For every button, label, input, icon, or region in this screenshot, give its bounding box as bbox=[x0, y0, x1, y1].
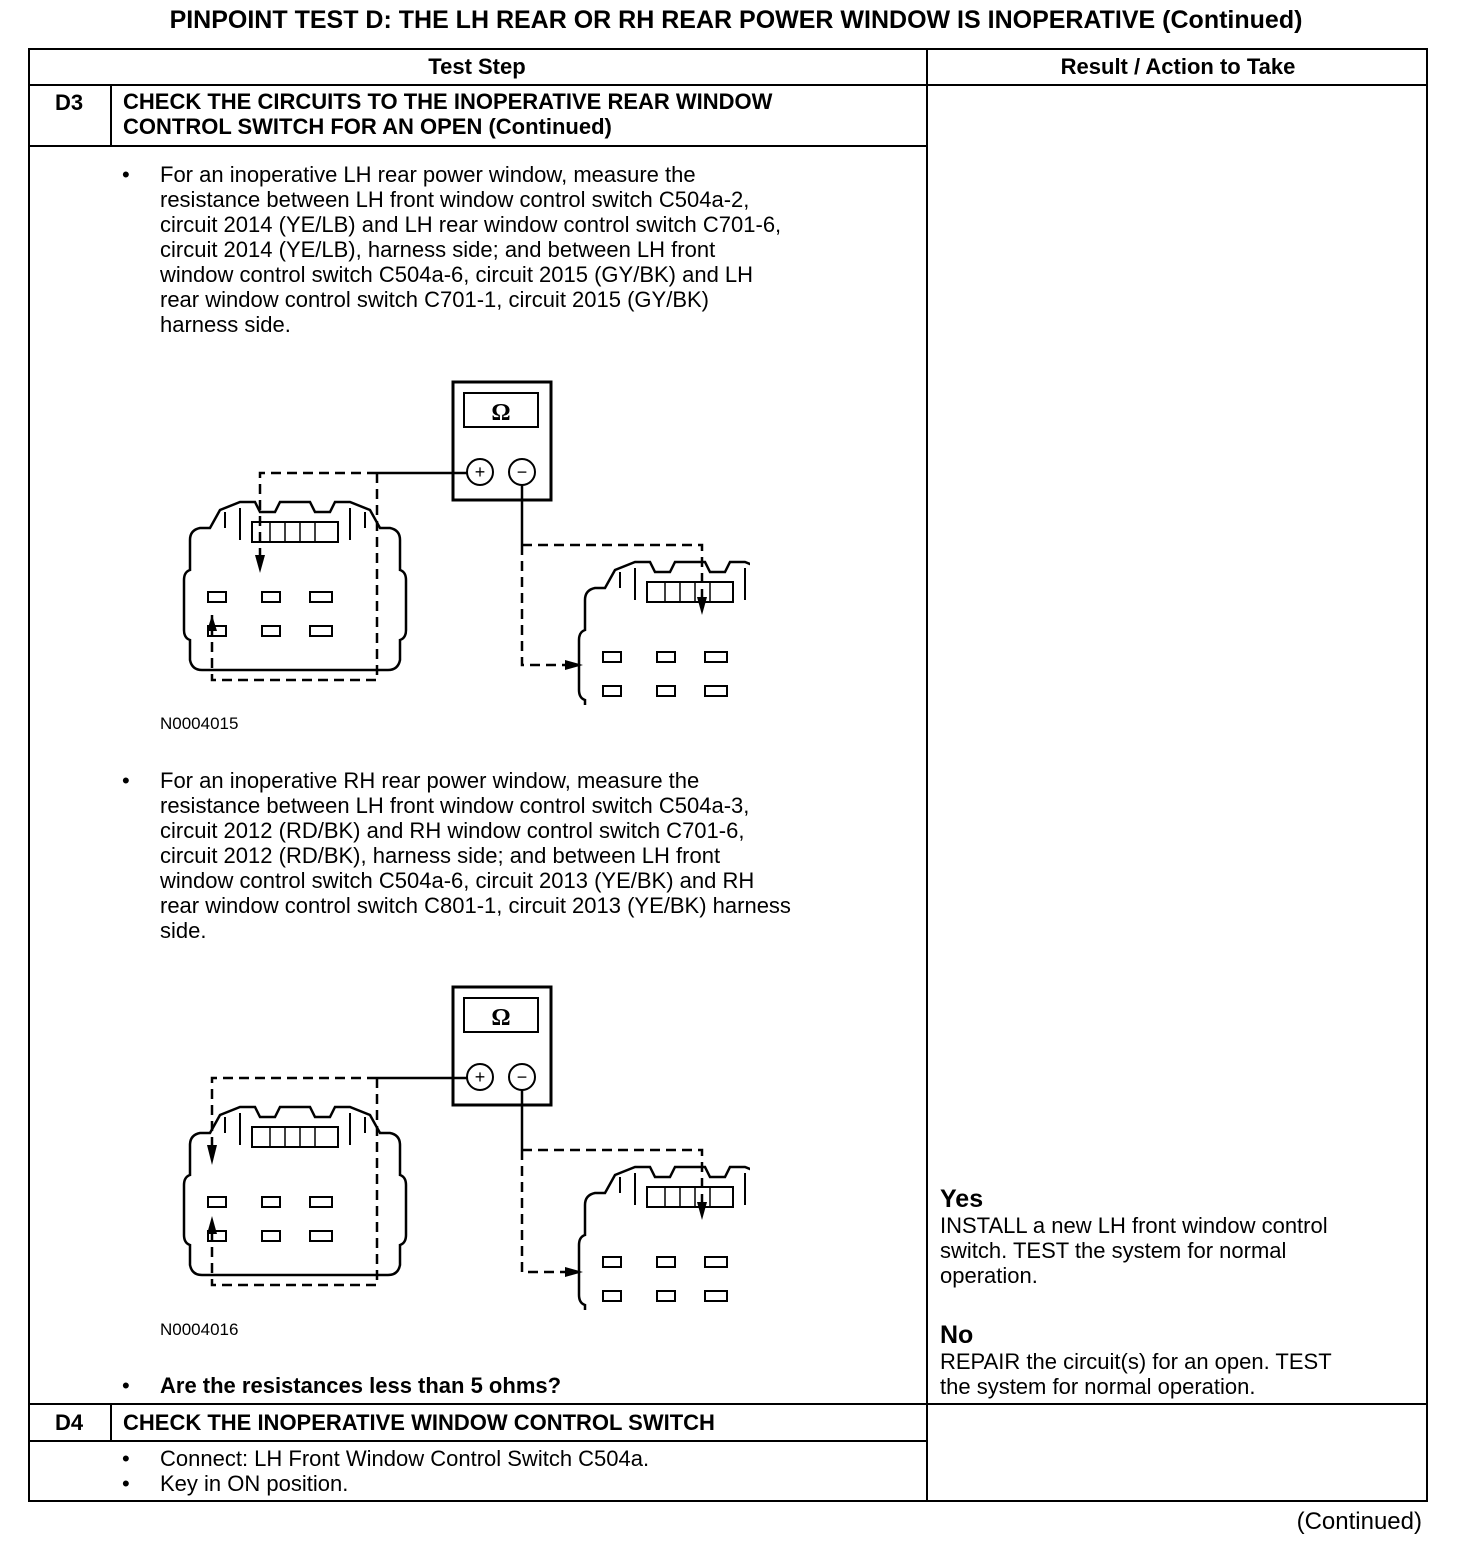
continued-footer: (Continued) bbox=[1296, 1508, 1422, 1535]
d3-title-divider bbox=[28, 145, 927, 147]
bullet-rh-rear-text bbox=[160, 768, 791, 943]
step-id-d3: D3 bbox=[54, 90, 84, 115]
text-line: circuit 2014 (YE/LB) and LH rear window control switch C701-6, bbox=[160, 212, 782, 237]
step-id-d4: D4 bbox=[54, 1410, 84, 1435]
text-line: circuit 2012 (RD/BK) and RH window control switch C701-6, bbox=[160, 818, 745, 843]
result-yes bbox=[940, 1186, 1410, 1288]
minus-probe-wire-2 bbox=[522, 1150, 565, 1272]
step-title-d3 bbox=[123, 89, 772, 139]
ohm-symbol: Ω bbox=[491, 1005, 511, 1031]
result-yes-label: Yes bbox=[940, 1185, 984, 1213]
minus-label: − bbox=[516, 1067, 528, 1087]
d4-bullet-connect: Connect: LH Front Window Control Switch C504a. bbox=[160, 1446, 650, 1471]
figure-lh-rear-diagram bbox=[170, 375, 750, 705]
bullet-lh-rear-text bbox=[160, 162, 781, 337]
text-line: side. bbox=[160, 918, 207, 943]
result-no bbox=[940, 1322, 1410, 1399]
d4-id-divider bbox=[110, 1403, 112, 1441]
step-question: Are the resistances less than 5 ohms? bbox=[160, 1373, 562, 1398]
step-title-line: CHECK THE CIRCUITS TO THE INOPERATIVE REAR WINDOW bbox=[123, 89, 773, 114]
minus-label: − bbox=[516, 462, 528, 482]
bullet-marker: • bbox=[122, 768, 130, 793]
text-line: switch. TEST the system for normal bbox=[940, 1238, 1287, 1263]
text-line: window control switch C504a-6, circuit 2015 (GY/BK) and LH bbox=[160, 262, 754, 287]
text-line: rear window control switch C701-1, circuit 2015 (GY/BK) bbox=[160, 287, 709, 312]
figure-id-1: N0004015 bbox=[160, 714, 239, 733]
figure-rh-rear-diagram bbox=[170, 980, 750, 1310]
bullet-marker: • bbox=[122, 162, 130, 187]
lh-front-connector bbox=[184, 502, 406, 670]
figure-id-2: N0004016 bbox=[160, 1320, 239, 1339]
bullet-marker: • bbox=[122, 1373, 130, 1398]
text-line: rear window control switch C801-1, circuit 2013 (YE/BK) harness bbox=[160, 893, 791, 918]
text-line: resistance between LH front window control switch C504a-2, bbox=[160, 187, 750, 212]
minus-probe-wire-2 bbox=[522, 545, 565, 665]
header-test-step: Test Step bbox=[428, 54, 526, 79]
bullet-marker: • bbox=[122, 1446, 130, 1471]
text-line: circuit 2014 (YE/LB), harness side; and between LH front bbox=[160, 237, 716, 262]
text-line: REPAIR the circuit(s) for an open. TEST bbox=[940, 1349, 1332, 1374]
plus-label: + bbox=[474, 462, 486, 482]
bullet-marker: • bbox=[122, 1471, 130, 1496]
rh-rear-connector bbox=[579, 1167, 750, 1310]
column-divider bbox=[926, 48, 928, 1502]
step-title-d4: CHECK THE INOPERATIVE WINDOW CONTROL SWITCH bbox=[123, 1410, 715, 1435]
d4-title-divider bbox=[28, 1440, 927, 1442]
header-result: Result / Action to Take bbox=[1060, 54, 1296, 79]
lh-front-connector bbox=[184, 1107, 406, 1275]
text-line: harness side. bbox=[160, 312, 291, 337]
d4-divider bbox=[28, 1403, 1428, 1405]
text-line: resistance between LH front window control switch C504a-3, bbox=[160, 793, 750, 818]
header-divider bbox=[28, 84, 1428, 86]
text-line: INSTALL a new LH front window control bbox=[940, 1213, 1328, 1238]
ohm-symbol: Ω bbox=[491, 400, 511, 426]
result-no-label: No bbox=[940, 1321, 974, 1349]
page-title: PINPOINT TEST D: THE LH REAR OR RH REAR POWER WINDOW IS INOPERATIVE (Continued) bbox=[169, 6, 1303, 34]
text-line: window control switch C504a-6, circuit 2013 (YE/BK) and RH bbox=[160, 868, 755, 893]
plus-label: + bbox=[474, 1067, 486, 1087]
text-line: operation. bbox=[940, 1263, 1038, 1288]
d4-bullet-key: Key in ON position. bbox=[160, 1471, 349, 1496]
step-title-line: CONTROL SWITCH FOR AN OPEN (Continued) bbox=[123, 114, 612, 139]
text-line: circuit 2012 (RD/BK), harness side; and between LH front bbox=[160, 843, 721, 868]
d3-id-divider bbox=[110, 84, 112, 146]
text-line: For an inoperative LH rear power window, measure the bbox=[160, 162, 696, 187]
text-line: For an inoperative RH rear power window, measure the bbox=[160, 768, 700, 793]
lh-rear-connector bbox=[579, 562, 750, 705]
text-line: the system for normal operation. bbox=[940, 1374, 1256, 1399]
